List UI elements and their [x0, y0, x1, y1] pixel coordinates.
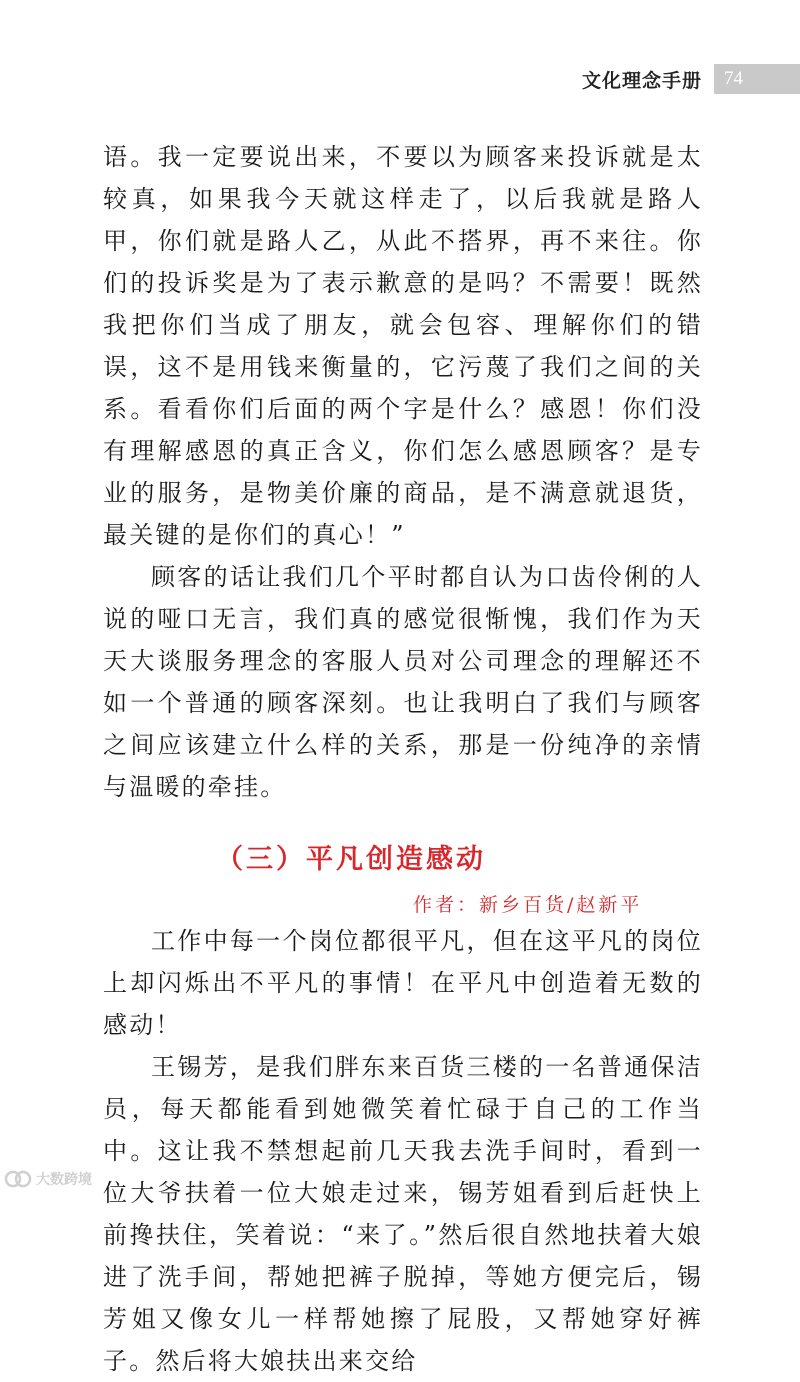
- page-body: [103, 136, 703, 1382]
- body-paragraph: 王锡芳，是我们胖东来百货三楼的一名普通保洁员，每天都能看到她微笑着忙碌于自己的工作当中。这让我不禁想起前几天我去洗手间时，看到一位大爷扶着一位大娘走过来，锡芳姐看到后赶快上前搀扶住，笑着说：“来了。”然后很自然地扶着大娘进了洗手间，帮她把裤子脱掉，等她方便完后，锡芳姐又像女儿一样帮她擦了屁股，又帮她穿好裤子。然后将大娘扶出来交给: [103, 1053, 703, 1375]
- watermark-logo-icon: [4, 1169, 32, 1189]
- body-paragraph: 顾客的话让我们几个平时都自认为口齿伶俐的人说的哑口无言，我们真的感觉很惭愧，我们作为天天大谈服务理念的客服人员对公司理念的理解还不如一个普通的顾客深刻。也让我明白了我们与顾客之间应该建立什么样的关系，那是一份纯净的亲情与温暖的牵挂。: [103, 563, 703, 801]
- book-title: 文化理念手册: [581, 70, 702, 92]
- body-paragraph: 语。我一定要说出来，不要以为顾客来投诉就是太较真，如果我今天就这样走了，以后我就是路人甲，你们就是路人乙，从此不搭界，再不来往。你们的投诉奖是为了表示歉意的是吗？不需要！既然我把你们当成了朋友，就会包容、理解你们的错误，这不是用钱来衡量的，它污蔑了我们之间的关系。看看你们后面的两个字是什么？感恩！你们没有理解感恩的真正含义，你们怎么感恩顾客？是专业的服务，是物美价廉的商品，是不满意就退货，最关键的是你们的真心！”: [103, 143, 703, 549]
- section-heading: （三）平凡创造感动: [216, 844, 486, 875]
- watermark: [4, 1169, 92, 1189]
- body-paragraph: 工作中每一个岗位都很平凡，但在这平凡的岗位上却闪烁出不平凡的事情！在平凡中创造着无数的感动！: [103, 927, 703, 1039]
- author-byline: 作者：新乡百货/赵新平: [413, 894, 643, 916]
- watermark-text: 大数跨境: [36, 1172, 92, 1188]
- page-number: 74: [724, 68, 743, 89]
- page-header: [0, 64, 800, 96]
